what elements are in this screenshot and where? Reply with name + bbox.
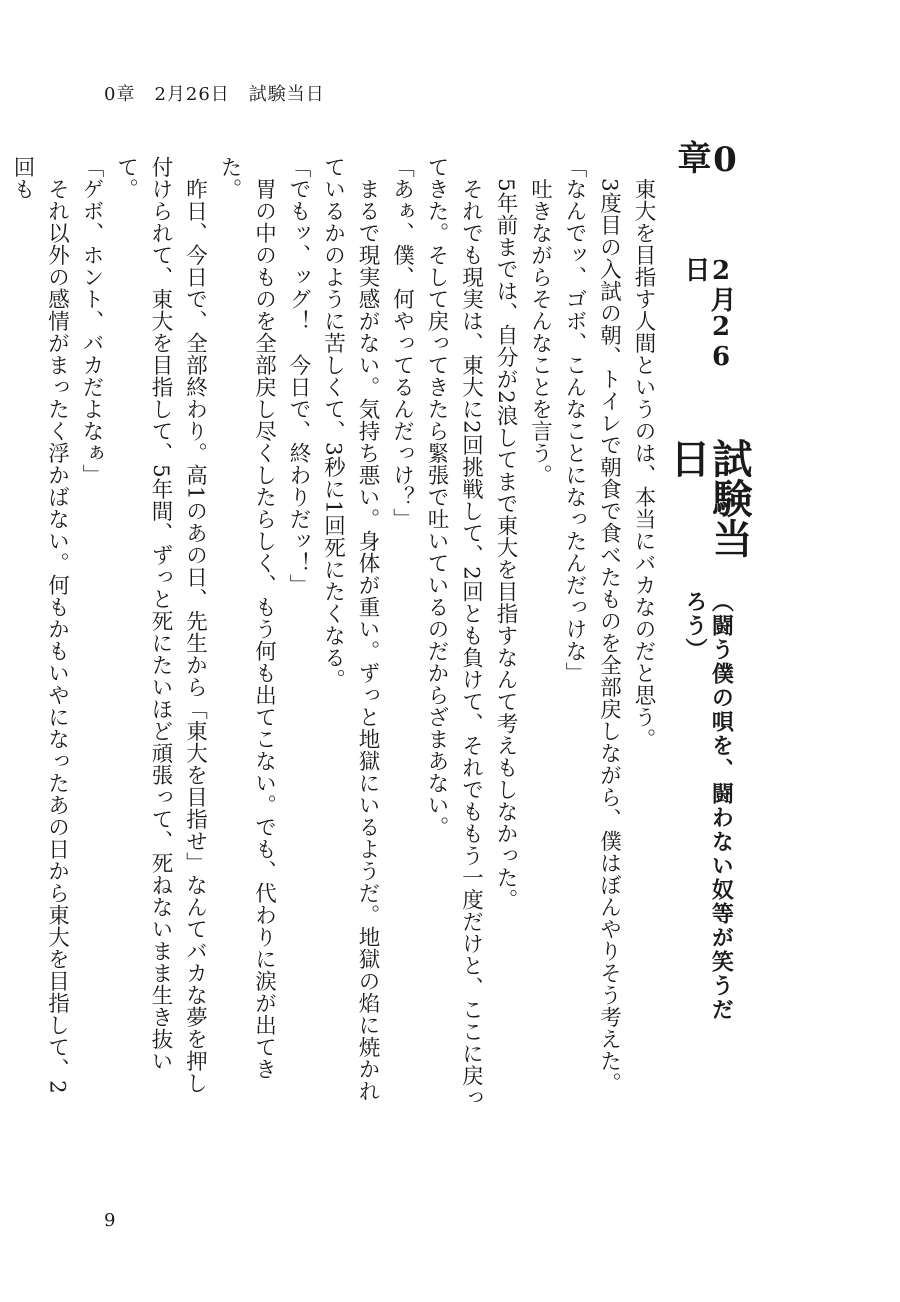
paragraph: 東大を目指す人間というのは、本当にバカなのだと思う。 (631, 156, 656, 750)
chapter-subtitle: （闘う僕の唄を、闘わない奴等が笑うだろう） (682, 590, 735, 1023)
chapter-date: 2月26日 (680, 256, 736, 373)
paragraph: 5年前までは、自分が2浪してまで東大を目指すなんて考えもしなかった。 (493, 156, 518, 911)
paragraph: 「でもッ、ッグ！ 今日で、終わりだッ！」 (286, 156, 311, 596)
chapter-main-title: 試験当日 (664, 437, 753, 558)
paragraph: 吐きながらそんなことを言う。 (527, 156, 553, 486)
chapter-number: 0章 (671, 140, 745, 180)
paragraph: 「なんでッ、ゴボ、こんなことになったんだっけな」 (562, 156, 587, 684)
paragraph: 胃の中のものを全部戻し尽くしたらしく、もう何も出てこない。でも、代わりに涙が出てきた。 (217, 156, 277, 1080)
paragraph: 3度目の入試の朝、トイレで朝食で食べたものを全部戻しながら、僕はぼんやりそう考えた。 (596, 156, 622, 1095)
page-number: 9 (104, 1210, 116, 1231)
paragraph: 昨日、今日で、全部終わり。高1のあの日、先生から「東大を目指せ」なんてバカな夢を押し付けられて、東大を目指して、5年間、ずっと死にたいほど頑張って、死ねないまま生き抜いて。 (113, 156, 208, 1095)
paragraph: 「ゲボ、ホント、バカだよなぁ」 (79, 156, 104, 486)
running-header: 0章 2月26日 試験当日 (104, 84, 325, 105)
paragraph: まるで現実感がない。気持ち悪い。身体が重い。ずっと地獄にいるようだ。地獄の焰に焼かれているかのように苦しくて、3秒に1回死にたくなる。 (320, 156, 380, 1102)
paragraph: 「あぁ、僕、何やってるんだっけ？」 (389, 156, 415, 530)
paragraph: それでも現実は、東大に2回挑戦して、2回とも負けて、それでももう一度だけと、ここに戻ってきた。そして戻ってきたら緊張で吐いているのだからざまあない。 (424, 156, 484, 1109)
chapter-title (664, 140, 753, 1040)
paragraph: それ以外の感情がまったく浮かばない。何もかもいやになったあの日から東大を目指して、2回も (10, 156, 70, 1095)
body-text (10, 156, 660, 1116)
